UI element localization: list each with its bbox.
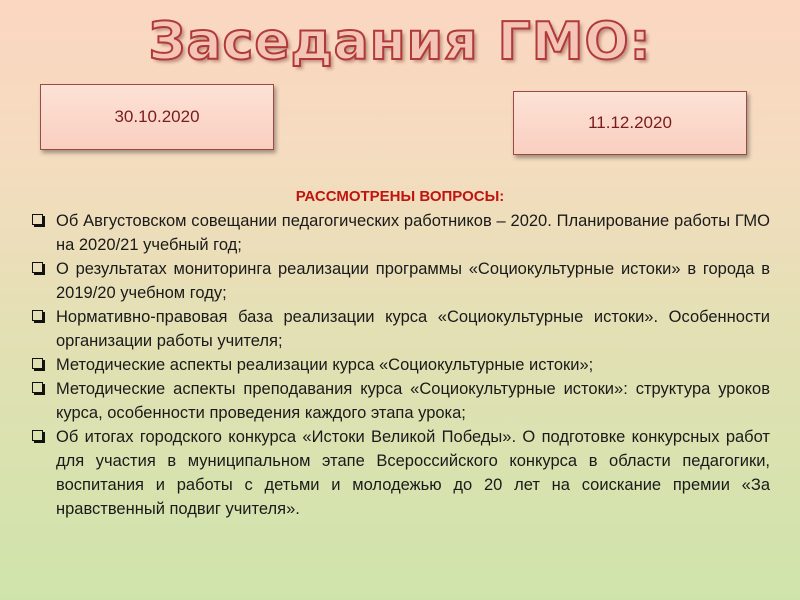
list-item — [32, 425, 770, 521]
list-item-text: Методические аспекты преподавания курса «Социокультурные истоки»: структура уроков курса, особенности проведения каждого этапа урока; — [56, 380, 770, 422]
meeting-date-box — [513, 91, 747, 155]
list-item — [32, 305, 770, 353]
list-item-text: Об Августовском совещании педагогических работников – 2020. Планирование работы ГМО на 2020/21 учебный год; — [56, 212, 770, 254]
list-item-text: Нормативно-правовая база реализации курса «Социокультурные истоки». Особенности организации работы учителя; — [56, 308, 770, 350]
meeting-date: 11.12.2020 — [588, 113, 672, 132]
list-item-text: О результатах мониторинга реализации программы «Социокультурные истоки» в города в 2019/20 учебном году; — [56, 260, 770, 302]
checkbox-bullet-icon — [32, 214, 43, 225]
checkbox-bullet-icon — [32, 382, 43, 393]
section-heading: РАССМОТРЕНЫ ВОПРОСЫ: — [295, 188, 505, 205]
checkbox-bullet-icon — [32, 310, 43, 321]
list-item-text: Об итогах городского конкурса «Истоки Великой Победы». О подготовке конкурсных работ для участия в муниципальном этапе Всероссийского конкурса в области педагогики, воспитания и работы с детьми и молодежью до 20 лет на соискание премии «За нравственный подвиг учителя». — [56, 428, 770, 518]
list-item — [32, 377, 770, 425]
page-title: Заседания ГМО: — [148, 12, 652, 72]
list-item — [32, 353, 770, 377]
topics-list — [32, 209, 770, 521]
meeting-date-box — [40, 84, 274, 150]
list-item — [32, 257, 770, 305]
list-item — [32, 209, 770, 257]
checkbox-bullet-icon — [32, 430, 43, 441]
meeting-date: 30.10.2020 — [114, 107, 200, 126]
checkbox-bullet-icon — [32, 358, 43, 369]
checkbox-bullet-icon — [32, 262, 43, 273]
list-item-text: Методические аспекты реализации курса «Социокультурные истоки»; — [56, 356, 594, 374]
